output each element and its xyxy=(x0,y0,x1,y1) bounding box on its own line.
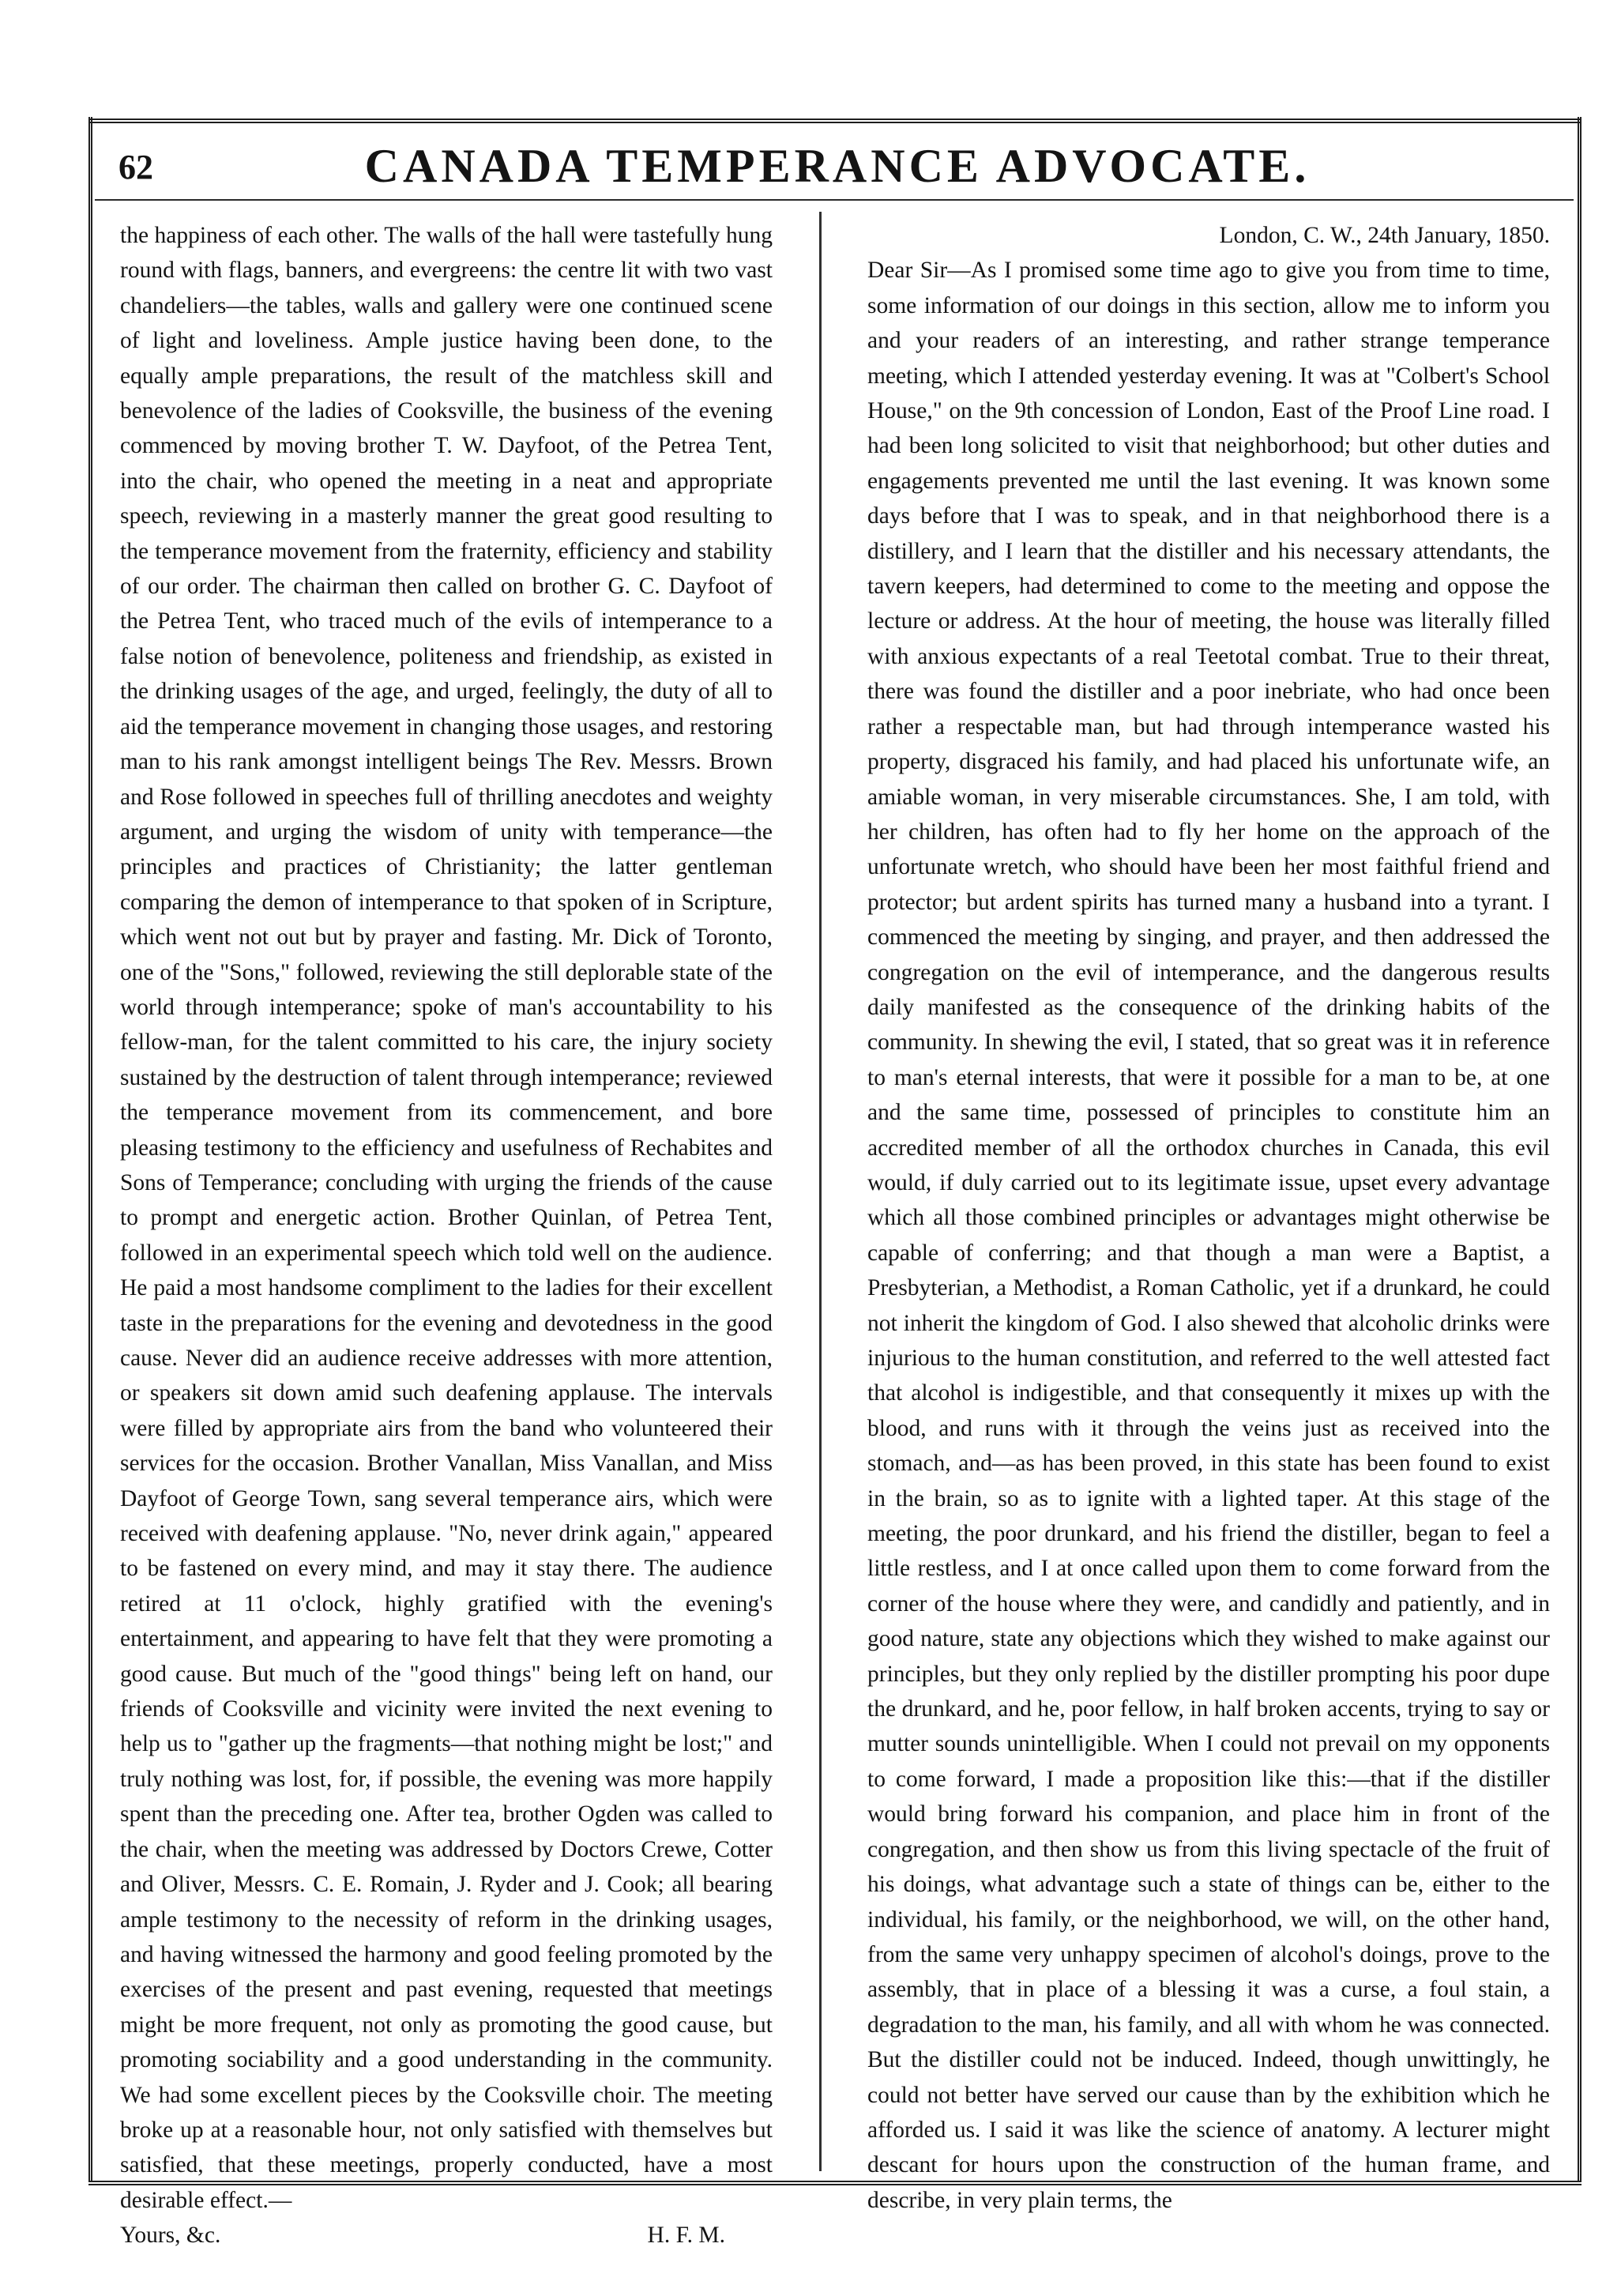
left-column xyxy=(120,218,773,2249)
publication-title: CANADA TEMPERANCE ADVOCATE. xyxy=(364,140,1311,192)
bottom-border-rule xyxy=(88,2181,1582,2185)
signoff xyxy=(120,2218,773,2253)
right-column-body: Dear Sir—As I promised some time ago to give you from time to time, some information of our doings in this section, allow me to inform you and your readers of an interesting, and rather strange temperance meeting, which I attended yesterday evening. It was at "Colbert's School House," on the 9th concession of London, East of the Proof Line road. I had been long solicited to visit that neighborhood; but other duties and engagements prevented me until the last evening. It was known some days before that I was to speak, and in that neighborhood there is a distillery, and I learn that the distiller and his necessary attendants, the tavern keepers, had determined to come to the meeting and oppose the lecture or address. At the hour of meeting, the house was literally filled with anxious expectants of a real Teetotal combat. True to their threat, there was found the distiller and a poor inebriate, who had once been rather a respectable man, but had through intemperance wasted his property, disgraced his family, and had placed his unfortunate wife, an amiable woman, in very miserable circumstances. She, I am told, with her children, has often had to fly her home on the approach of the unfortunate wretch, who should have been her most faithful friend and protector; but ardent spirits has turned many a husband into a tyrant. I commenced the meeting by singing, and prayer, and then addressed the congregation on the evil of intemperance, and the dangerous results daily manifested as the consequence of the drinking habits of the community. In shewing the evil, I stated, that so great was it in reference to man's eternal interests, that were it possible for a man to be, at one and the same time, possessed of principles to constitute him an accredited member of all the orthodox churches in Canada, this evil would, if duly carried out to its legitimate issue, upset every advantage which all those combined principles or advantages might otherwise be capable of conferring; and that though a man were a Baptist, a Presbyterian, a Methodist, a Roman Catholic, yet if a drunkard, he could not inherit the kingdom of God. I also shewed that alcoholic drinks were injurious to the human constitution, and referred to the well attested fact that alcohol is indigestible, and that consequently it mixes up with the blood, and runs with it through the veins just as received into the stomach, and—as has been proved, in this state has been found to exist in the brain, so as to ignite with a lighted taper. At this stage of the meeting, the poor drunkard, and his friend the distiller, began to feel a little restless, and I at once called upon them to come forward from the corner of the house where they were, and candidly and patiently, and in good nature, state any objections which they wished to make against our principles, but they only replied by the distiller prompting his poor dupe the drunkard, and he, poor fellow, in half broken accents, trying to say or mutter sounds unintelligible. When I could not prevail on my opponents to come forward, I made a proposition like this:—that if the distiller would bring forward his companion, and place him in front of the congregation, and then show us from this living spectacle of the fruit of his doings, what advantage such a state of things can be, either to the individual, his family, or the neighborhood, we will, on the other hand, from the same very unhappy specimen of alcohol's doings, prove to the assembly, that in place of a blessing it was a curse, a foul stain, a degradation to the man, his family, and all with whom he was connected. But the distiller could not be induced. Indeed, though unwittingly, he could not better have served our cause than by the exhibition which he afforded us. I said it was like the science of anatomy. A lecturer might descant for hours upon the construction of the human frame, and describe, in very plain terms, the xyxy=(867,258,1550,2213)
header-rule xyxy=(95,199,1574,201)
column-divider xyxy=(819,212,822,2171)
left-column-body: the happiness of each other. The walls of the hall were tastefully hung round with flags, banners, and evergreens: the centre lit with two vast chandeliers—the tables, walls and gallery were one continued scene of light and loveliness. Ample justice having been done, to the equally ample preparations, the result of the matchless skill and benevolence of the ladies of Cooksville, the business of the evening commenced by moving brother T. W. Dayfoot, of the Petrea Tent, into the chair, who opened the meeting in a neat and appropriate speech, reviewing in a masterly manner the great good resulting to the temperance movement from the fraternity, efficiency and stability of our order. The chairman then called on brother G. C. Dayfoot of the Petrea Tent, who traced much of the evils of intemperance to a false notion of benevolence, politeness and friendship, as existed in the drinking usages of the age, and urged, feelingly, the duty of all to aid the temperance movement in changing those usages, and restoring man to his rank amongst intelligent beings The Rev. Messrs. Brown and Rose followed in speeches full of thrilling anecdotes and weighty argument, and urging the wisdom of unity with temperance—the principles and practices of Christianity; the latter gentleman comparing the demon of intemperance to that spoken of in Scripture, which went not out but by prayer and fasting. Mr. Dick of Toronto, one of the "Sons," followed, reviewing the still deplorable state of the world through intemperance; spoke of man's accountability to his fellow-man, for the talent committed to his care, the injury society sustained by the destruction of talent through intemperance; reviewed the temperance movement from its commencement, and bore pleasing testimony to the efficiency and usefulness of Rechabites and Sons of Temperance; concluding with urging the friends of the cause to prompt and energetic action. Brother Quinlan, of Petrea Tent, followed in an experimental speech which told well on the audience. He paid a most handsome compliment to the ladies for their excellent taste in the preparations for the evening and devotedness in the good cause. Never did an audience receive addresses with more attention, or speakers sit down amid such deafening applause. The intervals were filled by appropriate airs from the band who volunteered their services for the occasion. Brother Vanallan, Miss Vanallan, and Miss Dayfoot of George Town, sang several temperance airs, which were received with deafening applause. "No, never drink again," appeared to be fastened on every mind, and may it stay there. The audience retired at 11 o'clock, highly gratified with the evening's entertainment, and appearing to have felt that they were promoting a good cause. But much of the "good things" being left on hand, our friends of Cooksville and vicinity were invited the next evening to help us to "gather up the fragments—that nothing might be lost;" and truly nothing was lost, for, if possible, the evening was more happily spent than the preceding one. After tea, brother Ogden was called to the chair, when the meeting was addressed by Doctors Crewe, Cotter and Oliver, Messrs. C. E. Romain, J. Ryder and J. Cook; all bearing ample testimony to the necessity of reform in the drinking usages, and having witnessed the harmony and good feeling promoted by the exercises of the present and past evening, requested that meetings might be more frequent, not only as promoting the good cause, but promoting sociability and a good understanding in the community. We had some excellent pieces by the Cooksville choir. The meeting broke up at a reasonable hour, not only satisfied with themselves but satisfied, that these meetings, properly conducted, have a most desirable effect.— xyxy=(120,223,773,2213)
closing-salutation: Yours, &c. xyxy=(120,2223,221,2249)
letter-dateline: London, C. W., 24th January, 1850. xyxy=(1219,223,1550,248)
author-signature: H. F. M. xyxy=(647,2223,725,2249)
page-number: 62 xyxy=(118,148,153,186)
right-column xyxy=(867,218,1550,2213)
